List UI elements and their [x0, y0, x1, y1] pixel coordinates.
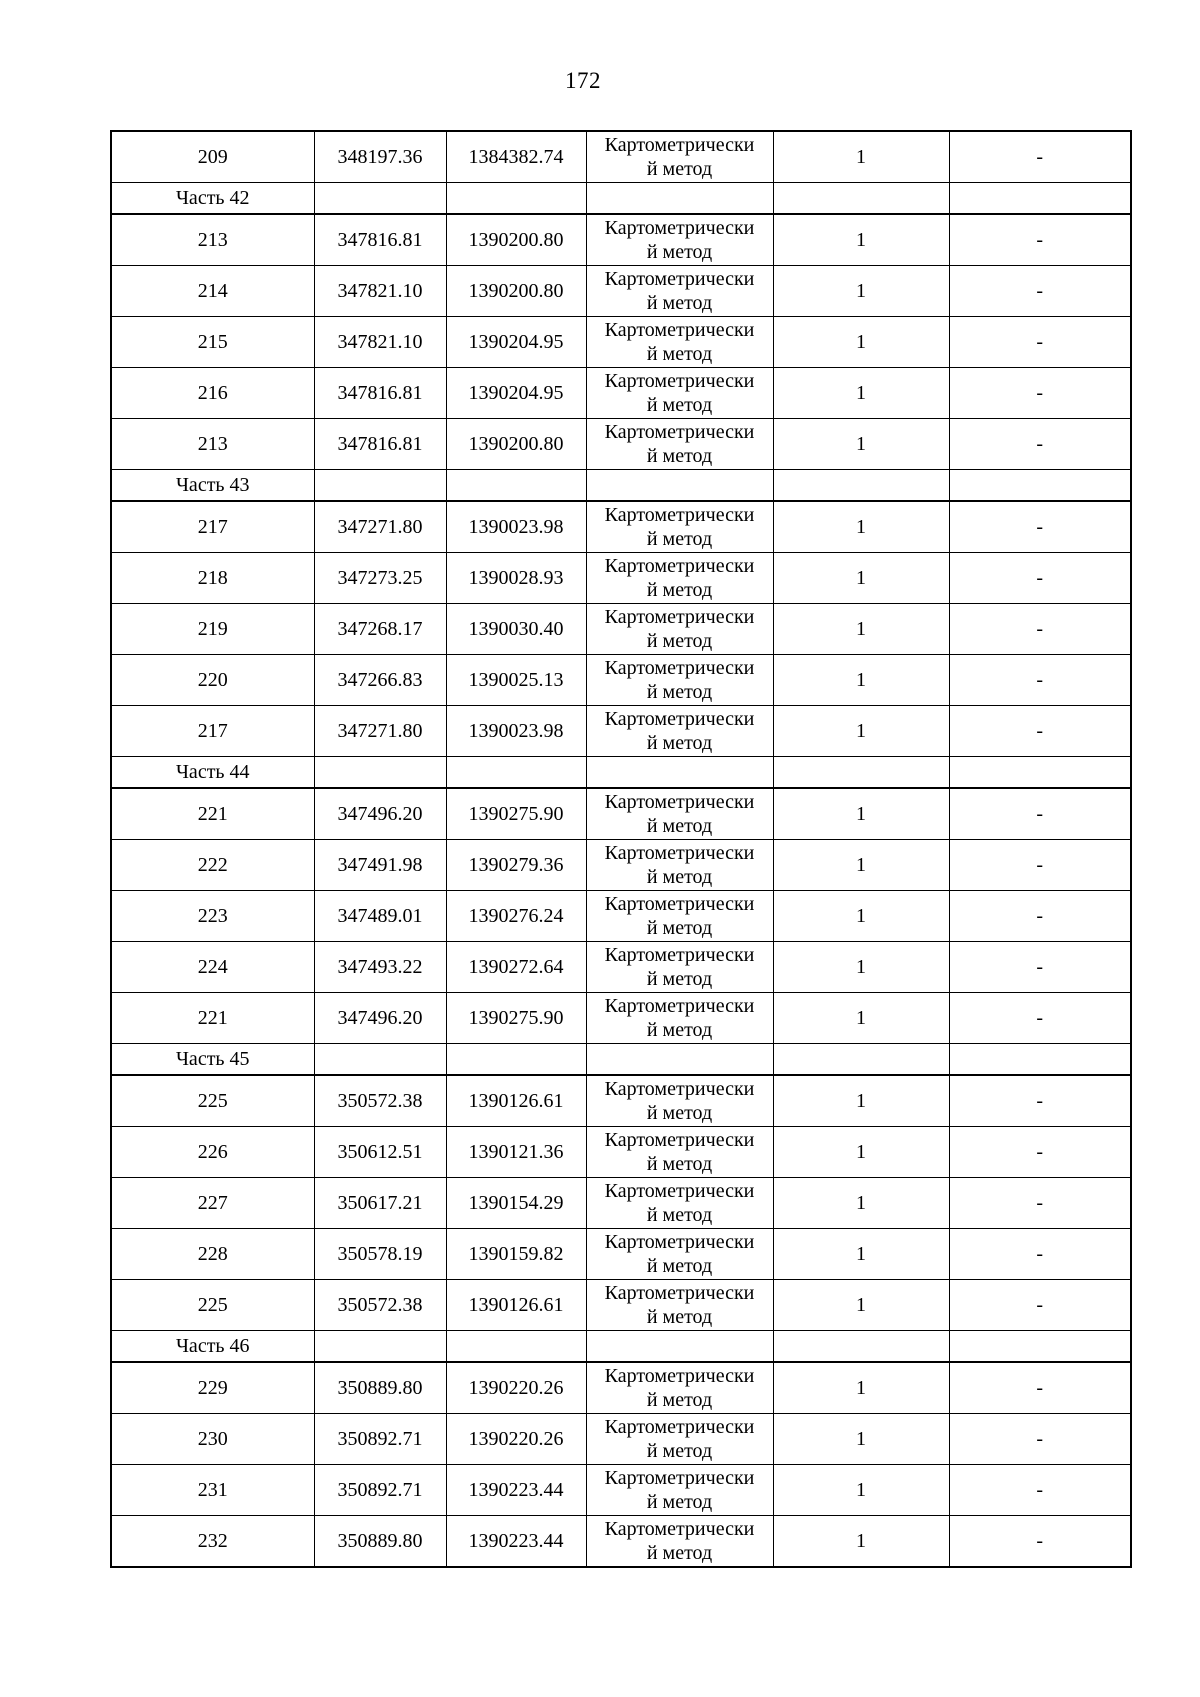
- table-row: [111, 1465, 1131, 1516]
- point-number-cell: 213: [111, 419, 314, 470]
- coord-y-cell: 1384382.74: [446, 131, 586, 183]
- section-label: Часть 46: [175, 1334, 250, 1357]
- accuracy-cell: 1: [773, 706, 949, 757]
- coord-x-cell: [314, 183, 446, 215]
- note-cell: -: [949, 131, 1131, 183]
- note-cell: -: [949, 993, 1131, 1044]
- table-row: [111, 1127, 1131, 1178]
- coord-y-cell: 1390126.61: [446, 1075, 586, 1127]
- coord-x-cell: [314, 1044, 446, 1076]
- method-cell: [586, 1414, 773, 1465]
- coord-y-cell: 1390023.98: [446, 501, 586, 553]
- accuracy-cell: 1: [773, 419, 949, 470]
- method-line-2: й метод: [646, 1204, 713, 1226]
- method-cell: [586, 1044, 773, 1076]
- coord-y-cell: 1390275.90: [446, 993, 586, 1044]
- coord-y-cell: 1390200.80: [446, 266, 586, 317]
- method-cell: [586, 757, 773, 789]
- method-line-2: й метод: [646, 1542, 713, 1564]
- coord-x-cell: 347271.80: [314, 501, 446, 553]
- method-line-1: Картометрически: [604, 995, 755, 1017]
- coord-y-cell: 1390121.36: [446, 1127, 586, 1178]
- method-cell: [586, 1362, 773, 1414]
- coord-y-cell: 1390200.80: [446, 419, 586, 470]
- accuracy-cell: 1: [773, 840, 949, 891]
- table-row: [111, 788, 1131, 840]
- coord-y-cell: [446, 183, 586, 215]
- coordinates-table-body: [111, 131, 1131, 1567]
- coord-x-cell: 347273.25: [314, 553, 446, 604]
- coord-x-cell: 350612.51: [314, 1127, 446, 1178]
- accuracy-cell: [773, 757, 949, 789]
- table-row: [111, 942, 1131, 993]
- note-cell: -: [949, 655, 1131, 706]
- coord-y-cell: 1390275.90: [446, 788, 586, 840]
- table-row: [111, 1229, 1131, 1280]
- method-line-1: Картометрически: [604, 1518, 755, 1540]
- method-cell: [586, 1331, 773, 1363]
- method-line-2: й метод: [646, 292, 713, 314]
- method-cell: [586, 317, 773, 368]
- point-number-cell: 225: [111, 1280, 314, 1331]
- accuracy-cell: 1: [773, 604, 949, 655]
- coord-x-cell: 350892.71: [314, 1414, 446, 1465]
- coord-y-cell: 1390023.98: [446, 706, 586, 757]
- table-row: [111, 553, 1131, 604]
- method-cell: [586, 1465, 773, 1516]
- point-number-cell: 225: [111, 1075, 314, 1127]
- table-row: [111, 214, 1131, 266]
- coord-x-cell: 347496.20: [314, 788, 446, 840]
- table-row: [111, 655, 1131, 706]
- coord-y-cell: 1390276.24: [446, 891, 586, 942]
- method-line-1: Картометрически: [604, 504, 755, 526]
- method-cell: [586, 1178, 773, 1229]
- coord-y-cell: [446, 1331, 586, 1363]
- method-cell: [586, 706, 773, 757]
- method-line-2: й метод: [646, 1153, 713, 1175]
- method-line-2: й метод: [646, 815, 713, 837]
- coord-x-cell: 350889.80: [314, 1362, 446, 1414]
- coord-x-cell: 347816.81: [314, 214, 446, 266]
- coord-y-cell: 1390200.80: [446, 214, 586, 266]
- point-number-cell: 221: [111, 993, 314, 1044]
- note-cell: -: [949, 1414, 1131, 1465]
- method-line-2: й метод: [646, 1491, 713, 1513]
- table-row: [111, 1516, 1131, 1568]
- accuracy-cell: 1: [773, 1127, 949, 1178]
- accuracy-cell: [773, 1331, 949, 1363]
- accuracy-cell: 1: [773, 1178, 949, 1229]
- coord-y-cell: 1390223.44: [446, 1516, 586, 1568]
- point-number-cell: 220: [111, 655, 314, 706]
- note-cell: [949, 757, 1131, 789]
- method-line-1: Картометрически: [604, 1282, 755, 1304]
- method-line-1: Картометрически: [604, 1129, 755, 1151]
- coord-y-cell: 1390028.93: [446, 553, 586, 604]
- coord-x-cell: [314, 757, 446, 789]
- coord-x-cell: 348197.36: [314, 131, 446, 183]
- coord-y-cell: 1390154.29: [446, 1178, 586, 1229]
- point-number-cell: 217: [111, 706, 314, 757]
- accuracy-cell: 1: [773, 368, 949, 419]
- point-number-cell: 215: [111, 317, 314, 368]
- method-cell: [586, 368, 773, 419]
- coord-y-cell: 1390220.26: [446, 1362, 586, 1414]
- method-cell: [586, 131, 773, 183]
- point-number-cell: 230: [111, 1414, 314, 1465]
- table-row: [111, 891, 1131, 942]
- accuracy-cell: 1: [773, 891, 949, 942]
- coord-y-cell: 1390204.95: [446, 368, 586, 419]
- section-row: [111, 183, 1131, 215]
- section-label: Часть 44: [175, 760, 250, 783]
- note-cell: -: [949, 1465, 1131, 1516]
- method-cell: [586, 266, 773, 317]
- method-line-1: Картометрически: [604, 944, 755, 966]
- method-cell: [586, 1229, 773, 1280]
- method-line-2: й метод: [646, 630, 713, 652]
- method-line-1: Картометрически: [604, 1467, 755, 1489]
- method-line-2: й метод: [646, 681, 713, 703]
- method-line-1: Картометрически: [604, 842, 755, 864]
- accuracy-cell: 1: [773, 1465, 949, 1516]
- note-cell: [949, 183, 1131, 215]
- table-row: [111, 419, 1131, 470]
- table-row: [111, 1414, 1131, 1465]
- section-row: [111, 1044, 1131, 1076]
- coord-y-cell: [446, 1044, 586, 1076]
- table-row: [111, 993, 1131, 1044]
- accuracy-cell: 1: [773, 266, 949, 317]
- accuracy-cell: [773, 1044, 949, 1076]
- method-cell: [586, 1280, 773, 1331]
- method-cell: [586, 942, 773, 993]
- method-line-2: й метод: [646, 241, 713, 263]
- method-line-2: й метод: [646, 1102, 713, 1124]
- coord-x-cell: 350572.38: [314, 1280, 446, 1331]
- accuracy-cell: 1: [773, 131, 949, 183]
- point-number-cell: 223: [111, 891, 314, 942]
- method-line-1: Картометрически: [604, 268, 755, 290]
- method-line-1: Картометрически: [604, 1180, 755, 1202]
- accuracy-cell: 1: [773, 1229, 949, 1280]
- coord-y-cell: [446, 470, 586, 502]
- note-cell: [949, 470, 1131, 502]
- accuracy-cell: 1: [773, 993, 949, 1044]
- method-line-1: Картометрически: [604, 134, 755, 156]
- note-cell: -: [949, 942, 1131, 993]
- section-label-cell: [111, 470, 314, 502]
- coord-x-cell: 350578.19: [314, 1229, 446, 1280]
- coord-x-cell: [314, 470, 446, 502]
- note-cell: -: [949, 317, 1131, 368]
- method-line-2: й метод: [646, 445, 713, 467]
- method-line-1: Картометрически: [604, 1231, 755, 1253]
- method-line-1: Картометрически: [604, 657, 755, 679]
- coord-x-cell: 347496.20: [314, 993, 446, 1044]
- accuracy-cell: 1: [773, 655, 949, 706]
- section-label: Часть 43: [175, 473, 250, 496]
- note-cell: -: [949, 266, 1131, 317]
- table-row: [111, 266, 1131, 317]
- section-label: Часть 42: [175, 186, 250, 209]
- point-number-cell: 213: [111, 214, 314, 266]
- method-line-2: й метод: [646, 866, 713, 888]
- method-line-1: Картометрически: [604, 708, 755, 730]
- method-cell: [586, 604, 773, 655]
- coord-y-cell: 1390279.36: [446, 840, 586, 891]
- note-cell: -: [949, 1280, 1131, 1331]
- method-cell: [586, 214, 773, 266]
- method-line-1: Картометрически: [604, 421, 755, 443]
- section-row: [111, 757, 1131, 789]
- method-cell: [586, 788, 773, 840]
- section-row: [111, 1331, 1131, 1363]
- method-line-2: й метод: [646, 343, 713, 365]
- point-number-cell: 222: [111, 840, 314, 891]
- method-line-1: Картометрически: [604, 319, 755, 341]
- coord-y-cell: 1390159.82: [446, 1229, 586, 1280]
- method-line-1: Картометрически: [604, 606, 755, 628]
- method-cell: [586, 840, 773, 891]
- method-line-1: Картометрически: [604, 555, 755, 577]
- accuracy-cell: 1: [773, 317, 949, 368]
- section-label-cell: [111, 183, 314, 215]
- table-row: [111, 501, 1131, 553]
- method-cell: [586, 993, 773, 1044]
- method-line-2: й метод: [646, 1389, 713, 1411]
- method-line-2: й метод: [646, 394, 713, 416]
- method-line-2: й метод: [646, 528, 713, 550]
- coord-y-cell: [446, 757, 586, 789]
- method-line-2: й метод: [646, 732, 713, 754]
- table-row: [111, 1280, 1131, 1331]
- method-line-1: Картометрически: [604, 1365, 755, 1387]
- point-number-cell: 232: [111, 1516, 314, 1568]
- note-cell: -: [949, 1229, 1131, 1280]
- method-cell: [586, 553, 773, 604]
- method-line-2: й метод: [646, 1019, 713, 1041]
- accuracy-cell: 1: [773, 501, 949, 553]
- point-number-cell: 227: [111, 1178, 314, 1229]
- coord-y-cell: 1390223.44: [446, 1465, 586, 1516]
- coord-x-cell: [314, 1331, 446, 1363]
- method-cell: [586, 501, 773, 553]
- coord-y-cell: 1390204.95: [446, 317, 586, 368]
- point-number-cell: 214: [111, 266, 314, 317]
- method-line-2: й метод: [646, 158, 713, 180]
- coord-y-cell: 1390126.61: [446, 1280, 586, 1331]
- accuracy-cell: 1: [773, 1075, 949, 1127]
- accuracy-cell: 1: [773, 1280, 949, 1331]
- method-cell: [586, 419, 773, 470]
- point-number-cell: 216: [111, 368, 314, 419]
- table-row: [111, 604, 1131, 655]
- section-label: Часть 45: [175, 1047, 250, 1070]
- note-cell: -: [949, 788, 1131, 840]
- accuracy-cell: [773, 470, 949, 502]
- note-cell: [949, 1044, 1131, 1076]
- note-cell: -: [949, 1075, 1131, 1127]
- coord-x-cell: 347271.80: [314, 706, 446, 757]
- method-line-2: й метод: [646, 579, 713, 601]
- section-label-cell: [111, 1044, 314, 1076]
- coord-x-cell: 347816.81: [314, 368, 446, 419]
- coordinates-table: [110, 130, 1132, 1568]
- point-number-cell: 231: [111, 1465, 314, 1516]
- method-line-1: Картометрически: [604, 370, 755, 392]
- note-cell: -: [949, 419, 1131, 470]
- method-line-1: Картометрически: [604, 791, 755, 813]
- accuracy-cell: 1: [773, 553, 949, 604]
- point-number-cell: 229: [111, 1362, 314, 1414]
- point-number-cell: 221: [111, 788, 314, 840]
- point-number-cell: 226: [111, 1127, 314, 1178]
- point-number-cell: 217: [111, 501, 314, 553]
- table-row: [111, 706, 1131, 757]
- table-row: [111, 840, 1131, 891]
- method-cell: [586, 1075, 773, 1127]
- coord-x-cell: 347266.83: [314, 655, 446, 706]
- method-cell: [586, 1127, 773, 1178]
- note-cell: -: [949, 891, 1131, 942]
- method-line-1: Картометрически: [604, 893, 755, 915]
- point-number-cell: 218: [111, 553, 314, 604]
- coord-y-cell: 1390025.13: [446, 655, 586, 706]
- coord-x-cell: 350572.38: [314, 1075, 446, 1127]
- coord-x-cell: 347816.81: [314, 419, 446, 470]
- coord-y-cell: 1390030.40: [446, 604, 586, 655]
- method-line-1: Картометрически: [604, 1078, 755, 1100]
- method-cell: [586, 1516, 773, 1568]
- table-row: [111, 368, 1131, 419]
- point-number-cell: 209: [111, 131, 314, 183]
- note-cell: -: [949, 368, 1131, 419]
- accuracy-cell: 1: [773, 214, 949, 266]
- accuracy-cell: 1: [773, 1414, 949, 1465]
- point-number-cell: 224: [111, 942, 314, 993]
- note-cell: -: [949, 1178, 1131, 1229]
- note-cell: -: [949, 706, 1131, 757]
- section-label-cell: [111, 757, 314, 789]
- coord-x-cell: 347821.10: [314, 266, 446, 317]
- coord-x-cell: 347489.01: [314, 891, 446, 942]
- note-cell: -: [949, 1127, 1131, 1178]
- table-row: [111, 131, 1131, 183]
- accuracy-cell: [773, 183, 949, 215]
- coord-x-cell: 347491.98: [314, 840, 446, 891]
- section-row: [111, 470, 1131, 502]
- accuracy-cell: 1: [773, 788, 949, 840]
- method-line-1: Картометрически: [604, 1416, 755, 1438]
- method-cell: [586, 470, 773, 502]
- note-cell: -: [949, 1516, 1131, 1568]
- coord-x-cell: 350889.80: [314, 1516, 446, 1568]
- coord-x-cell: 350617.21: [314, 1178, 446, 1229]
- coord-x-cell: 347493.22: [314, 942, 446, 993]
- coord-y-cell: 1390220.26: [446, 1414, 586, 1465]
- note-cell: [949, 1331, 1131, 1363]
- method-line-2: й метод: [646, 917, 713, 939]
- coord-x-cell: 347268.17: [314, 604, 446, 655]
- note-cell: -: [949, 604, 1131, 655]
- method-cell: [586, 655, 773, 706]
- table-row: [111, 1362, 1131, 1414]
- coord-x-cell: 347821.10: [314, 317, 446, 368]
- method-cell: [586, 183, 773, 215]
- method-cell: [586, 891, 773, 942]
- note-cell: -: [949, 1362, 1131, 1414]
- coord-y-cell: 1390272.64: [446, 942, 586, 993]
- accuracy-cell: 1: [773, 1516, 949, 1568]
- note-cell: -: [949, 501, 1131, 553]
- method-line-1: Картометрически: [604, 217, 755, 239]
- page-number: 172: [565, 68, 601, 93]
- accuracy-cell: 1: [773, 942, 949, 993]
- accuracy-cell: 1: [773, 1362, 949, 1414]
- table-row: [111, 317, 1131, 368]
- method-line-2: й метод: [646, 1440, 713, 1462]
- method-line-2: й метод: [646, 968, 713, 990]
- point-number-cell: 219: [111, 604, 314, 655]
- note-cell: -: [949, 840, 1131, 891]
- note-cell: -: [949, 214, 1131, 266]
- table-row: [111, 1075, 1131, 1127]
- method-line-2: й метод: [646, 1255, 713, 1277]
- point-number-cell: 228: [111, 1229, 314, 1280]
- section-label-cell: [111, 1331, 314, 1363]
- table-row: [111, 1178, 1131, 1229]
- method-line-2: й метод: [646, 1306, 713, 1328]
- note-cell: -: [949, 553, 1131, 604]
- coord-x-cell: 350892.71: [314, 1465, 446, 1516]
